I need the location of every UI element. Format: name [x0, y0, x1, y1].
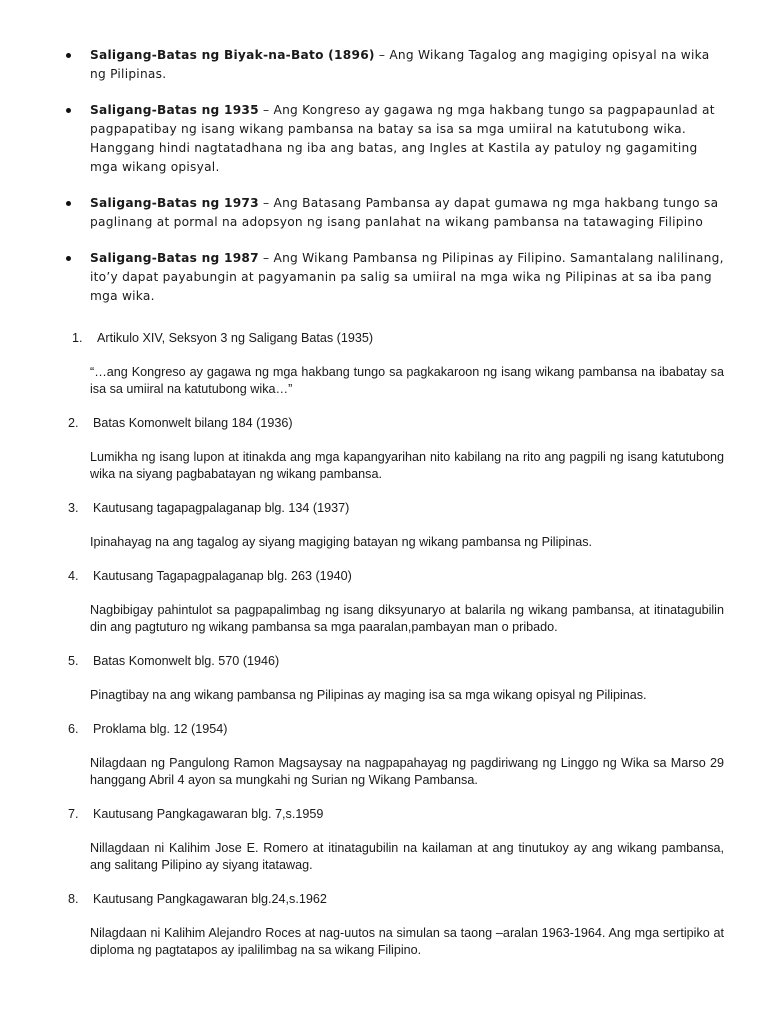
list-item-body: “…ang Kongreso ay gagawa ng mga hakbang tungo sa pagkakaroon ng isang wikang pambansa na ibabatay sa isa sa umiiral na katutubong wika…” [90, 365, 724, 396]
list-item [0, 414, 768, 483]
bullet-item-1896 [90, 46, 726, 84]
bullet-heading: Saligang-Batas ng 1987 [90, 251, 259, 265]
bullet-heading: Saligang-Batas ng Biyak-na-Bato (1896) [90, 48, 375, 62]
bullet-item-1973 [90, 194, 726, 232]
bullet-dot-icon [66, 108, 71, 113]
list-number: 3. [68, 501, 79, 515]
list-item-title: Batas Komonwelt bilang 184 (1936) [93, 416, 293, 430]
list-item [0, 329, 768, 398]
list-item-title: Artikulo XIV, Seksyon 3 ng Saligang Batas (1935) [97, 331, 374, 345]
list-number: 8. [68, 892, 79, 906]
list-item-body: Lumikha ng isang lupon at itinakda ang mga kapangyarihan nito kabilang na rito ang pagpili ng isang katutubong wika na siyang pagbabatayan ng wikang pambansa. [90, 450, 724, 481]
list-item-title: Kautusang tagapagpalaganap blg. 134 (1937) [93, 501, 350, 515]
list-item-title-row [0, 805, 768, 823]
list-item-title-row [0, 890, 768, 908]
list-item [0, 805, 768, 874]
bullet-text: – Ang Wikang Pambansa ng Pilipinas ay Filipino. Samantalang nalilinang, ito’y dapat payabungin at pagyamanin pa salig sa umiiral na mga wika ng Pilipinas at sa iba pang mga wika. [90, 251, 724, 303]
list-number: 7. [68, 807, 79, 821]
bullet-item-1935 [90, 101, 726, 177]
bullet-dot-icon [66, 201, 71, 206]
constitution-bullet-list [0, 46, 768, 323]
list-item-title: Kautusang Pangkagawaran blg. 7,s.1959 [93, 807, 324, 821]
list-item-title: Proklama blg. 12 (1954) [93, 722, 228, 736]
list-number: 5. [68, 654, 79, 668]
list-item-title-row [0, 499, 768, 517]
list-item [0, 890, 768, 959]
bullet-text: – Ang Batasang Pambansa ay dapat gumawa ng mga hakbang tungo sa paglinang at pormal na adopsyon ng isang panlahat na wikang pambansa na tatawaging Filipino [90, 196, 719, 229]
list-item [0, 720, 768, 789]
bullet-heading: Saligang-Batas ng 1935 [90, 103, 259, 117]
list-number: 4. [68, 569, 79, 583]
list-item [0, 652, 768, 704]
list-item-title: Kautusang Tagapagpalaganap blg. 263 (1940) [93, 569, 352, 583]
list-number: 1. [72, 331, 83, 345]
bullet-dot-icon [66, 256, 71, 261]
list-item-body: Nilagdaan ni Kalihim Alejandro Roces at nag-uutos na simulan sa taong –aralan 1963-1964. Ang mga sertipiko at diploma ng pagtatapos ay ipalilimbag na sa wikang Filipino. [90, 926, 724, 957]
bullet-text: – Ang Kongreso ay gagawa ng mga hakbang tungo sa pagpapaunlad at pagpapatibay ng isang wikang pambansa na batay sa isa sa mga umiiral na katutubong wika. Hanggang hindi nagtatadhana ng iba ang batas, ang Ingles at Kastila ay patuloy ng gagamiting mga wikang opisyal. [90, 103, 715, 174]
list-item-title: Batas Komonwelt blg. 570 (1946) [93, 654, 280, 668]
bullet-item-1987 [90, 249, 726, 306]
bullet-dot-icon [66, 53, 71, 58]
list-item [0, 499, 768, 551]
list-item-title: Kautusang Pangkagawaran blg.24,s.1962 [93, 892, 327, 906]
law-numbered-list [0, 329, 768, 959]
list-item-title-row [0, 329, 768, 347]
list-item [0, 567, 768, 636]
list-number: 6. [68, 722, 79, 736]
list-item-title-row [0, 567, 768, 585]
list-item-title-row [0, 720, 768, 738]
list-item-body: Nilagdaan ng Pangulong Ramon Magsaysay na nagpapahayag ng pagdiriwang ng Linggo ng Wika sa Marso 29 hanggang Abril 4 ayon sa mungkahi ng Surian ng Wikang Pambansa. [90, 756, 724, 787]
list-number: 2. [68, 416, 79, 430]
list-item-title-row [0, 414, 768, 432]
list-item-body: Pinagtibay na ang wikang pambansa ng Pilipinas ay maging isa sa mga wikang opisyal ng Pilipinas. [90, 688, 647, 702]
bullet-text: – Ang Wikang Tagalog ang magiging opisyal na wika ng Pilipinas. [90, 48, 710, 81]
list-item-body: Nillagdaan ni Kalihim Jose E. Romero at itinatagubilin na kailaman at ang tinutukoy ay ang wikang pambansa, ang salitang Pilipino ay siyang itatawag. [90, 841, 724, 872]
bullet-heading: Saligang-Batas ng 1973 [90, 196, 259, 210]
list-item-body: Nagbibigay pahintulot sa pagpapalimbag ng isang diksyunaryo at balarila ng wikang pambansa, at itinatagubilin din ang pagtuturo ng wikang pambansa sa mga paaralan,pambayan man o pribado. [90, 603, 724, 634]
list-item-body: Ipinahayag na ang tagalog ay siyang magiging batayan ng wikang pambansa ng Pilipinas. [90, 535, 593, 549]
list-item-title-row [0, 652, 768, 670]
